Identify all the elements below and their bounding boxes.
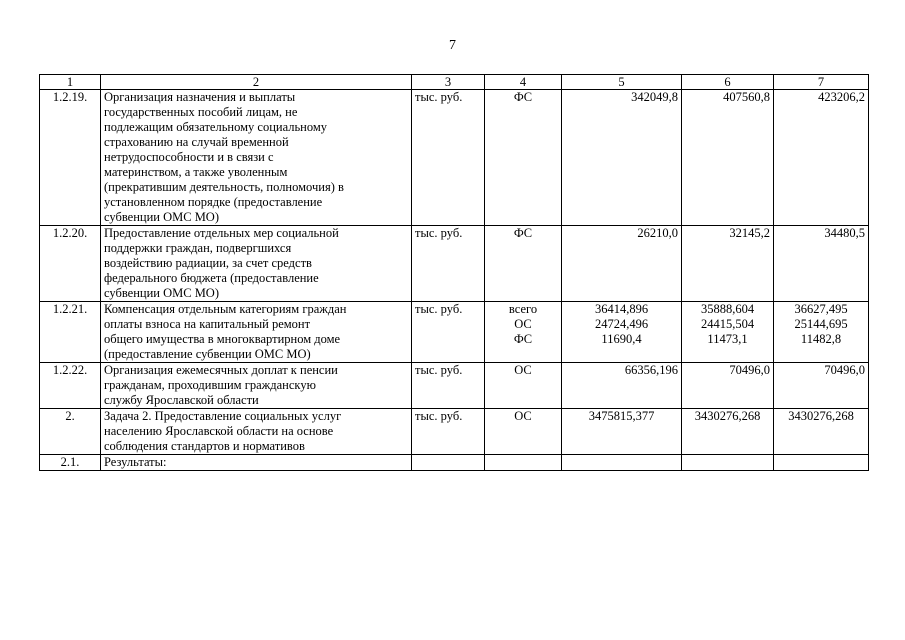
row-description xyxy=(101,302,412,363)
row-description xyxy=(101,226,412,302)
row-number: 1.2.19. xyxy=(40,90,101,226)
description-line: (предоставление субвенции ОМС МО) xyxy=(104,347,311,361)
value: 26210,0 xyxy=(637,226,678,240)
description-line: Организация назначения и выплаты xyxy=(104,90,296,104)
value: 25144,695 xyxy=(794,317,848,331)
row-value-col7 xyxy=(774,455,869,471)
description-line: Задача 2. Предоставление социальных услуг xyxy=(104,409,342,423)
header-cell-6: 6 xyxy=(682,75,774,90)
value: 66356,196 xyxy=(624,363,678,377)
description-line: подлежащим обязательному социальному xyxy=(104,120,328,134)
description-line: субвенции ОМС МО) xyxy=(104,286,219,300)
description-line: нетрудоспособности и в связи с xyxy=(104,150,274,164)
source-value: ФС xyxy=(513,226,533,240)
row-value-col5 xyxy=(562,363,682,409)
header-cell-4: 4 xyxy=(485,75,562,90)
row-value-col6 xyxy=(682,302,774,363)
value: 36627,495 xyxy=(794,302,848,316)
row-value-col6 xyxy=(682,409,774,455)
value: 32145,2 xyxy=(729,226,770,240)
row-value-col5 xyxy=(562,409,682,455)
source-value: ОС xyxy=(514,317,532,331)
description-line: субвенции ОМС МО) xyxy=(104,210,219,224)
row-value-col7 xyxy=(774,363,869,409)
description-line: поддержки граждан, подвергшихся xyxy=(104,241,292,255)
row-number: 2. xyxy=(40,409,101,455)
value: 3430276,268 xyxy=(788,409,854,423)
row-unit: тыс. руб. xyxy=(412,226,485,302)
value: 70496,0 xyxy=(729,363,770,377)
row-value-col6 xyxy=(682,455,774,471)
header-cell-5: 5 xyxy=(562,75,682,90)
source-value: всего xyxy=(508,302,538,316)
description-line: оплаты взноса на капитальный ремонт xyxy=(104,317,311,331)
row-value-col5 xyxy=(562,302,682,363)
row-number: 1.2.20. xyxy=(40,226,101,302)
table-row xyxy=(40,363,869,409)
value: 3430276,268 xyxy=(694,409,761,423)
value: 407560,8 xyxy=(723,90,770,104)
description-line: Предоставление отдельных мер социальной xyxy=(104,226,339,240)
page-number: 7 xyxy=(449,38,456,53)
value: 11473,1 xyxy=(707,332,748,346)
value: 11482,8 xyxy=(800,332,842,346)
description-line: Результаты: xyxy=(104,455,167,469)
row-value-col5 xyxy=(562,455,682,471)
description-line: федерального бюджета (предоставление xyxy=(104,271,319,285)
row-source xyxy=(485,455,562,471)
table-row xyxy=(40,455,869,471)
value: 24724,496 xyxy=(594,317,649,331)
description-line: общего имущества в многоквартирном доме xyxy=(104,332,341,346)
value: 342049,8 xyxy=(631,90,678,104)
row-unit: тыс. руб. xyxy=(412,302,485,363)
description-line: государственных пособий лицам, не xyxy=(104,105,298,119)
table-row xyxy=(40,90,869,226)
budget-table xyxy=(39,74,869,471)
value: 11690,4 xyxy=(601,332,642,346)
header-cell-2: 2 xyxy=(101,75,412,90)
header-cell-3: 3 xyxy=(412,75,485,90)
row-source xyxy=(485,90,562,226)
value: 24415,504 xyxy=(700,317,755,331)
row-value-col7 xyxy=(774,226,869,302)
row-description xyxy=(101,363,412,409)
description-line: установленном порядке (предоставление xyxy=(104,195,323,209)
description-line: материнством, а также уволенным xyxy=(104,165,288,179)
source-value: ОС xyxy=(514,363,532,377)
row-unit xyxy=(412,455,485,471)
source-value: ФС xyxy=(513,90,533,104)
row-value-col7 xyxy=(774,90,869,226)
row-value-col5 xyxy=(562,226,682,302)
source-value: ФС xyxy=(513,332,533,346)
value: 70496,0 xyxy=(824,363,865,377)
row-number: 1.2.21. xyxy=(40,302,101,363)
row-source xyxy=(485,409,562,455)
row-source xyxy=(485,302,562,363)
row-number: 1.2.22. xyxy=(40,363,101,409)
table-row xyxy=(40,409,869,455)
row-value-col6 xyxy=(682,226,774,302)
description-line: страхованию на случай временной xyxy=(104,135,289,149)
description-line: службу Ярославской области xyxy=(104,393,259,407)
row-unit: тыс. руб. xyxy=(412,363,485,409)
row-value-col6 xyxy=(682,90,774,226)
row-value-col7 xyxy=(774,302,869,363)
row-value-col5 xyxy=(562,90,682,226)
value: 36414,896 xyxy=(594,302,649,316)
header-cell-7: 7 xyxy=(774,75,869,90)
value: 423206,2 xyxy=(818,90,865,104)
row-unit: тыс. руб. xyxy=(412,409,485,455)
source-value: ОС xyxy=(514,409,532,423)
description-line: Компенсация отдельным категориям граждан xyxy=(104,302,347,316)
header-row xyxy=(40,75,869,90)
row-source xyxy=(485,226,562,302)
table-row xyxy=(40,226,869,302)
value: 34480,5 xyxy=(824,226,865,240)
row-value-col6 xyxy=(682,363,774,409)
row-description xyxy=(101,90,412,226)
description-line: населению Ярославской области на основе xyxy=(104,424,334,438)
row-value-col7 xyxy=(774,409,869,455)
value: 3475815,377 xyxy=(588,409,655,423)
description-line: гражданам, проходившим гражданскую xyxy=(104,378,316,392)
description-line: Организация ежемесячных доплат к пенсии xyxy=(104,363,338,377)
row-description xyxy=(101,409,412,455)
row-description xyxy=(101,455,412,471)
description-line: соблюдения стандартов и нормативов xyxy=(104,439,305,453)
description-line: (прекратившим деятельность, полномочия) в xyxy=(104,180,344,194)
table-row xyxy=(40,302,869,363)
row-unit: тыс. руб. xyxy=(412,90,485,226)
value: 35888,604 xyxy=(700,302,755,316)
header-cell-1: 1 xyxy=(40,75,101,90)
row-number: 2.1. xyxy=(40,455,101,471)
description-line: воздействию радиации, за счет средств xyxy=(104,256,312,270)
row-source xyxy=(485,363,562,409)
